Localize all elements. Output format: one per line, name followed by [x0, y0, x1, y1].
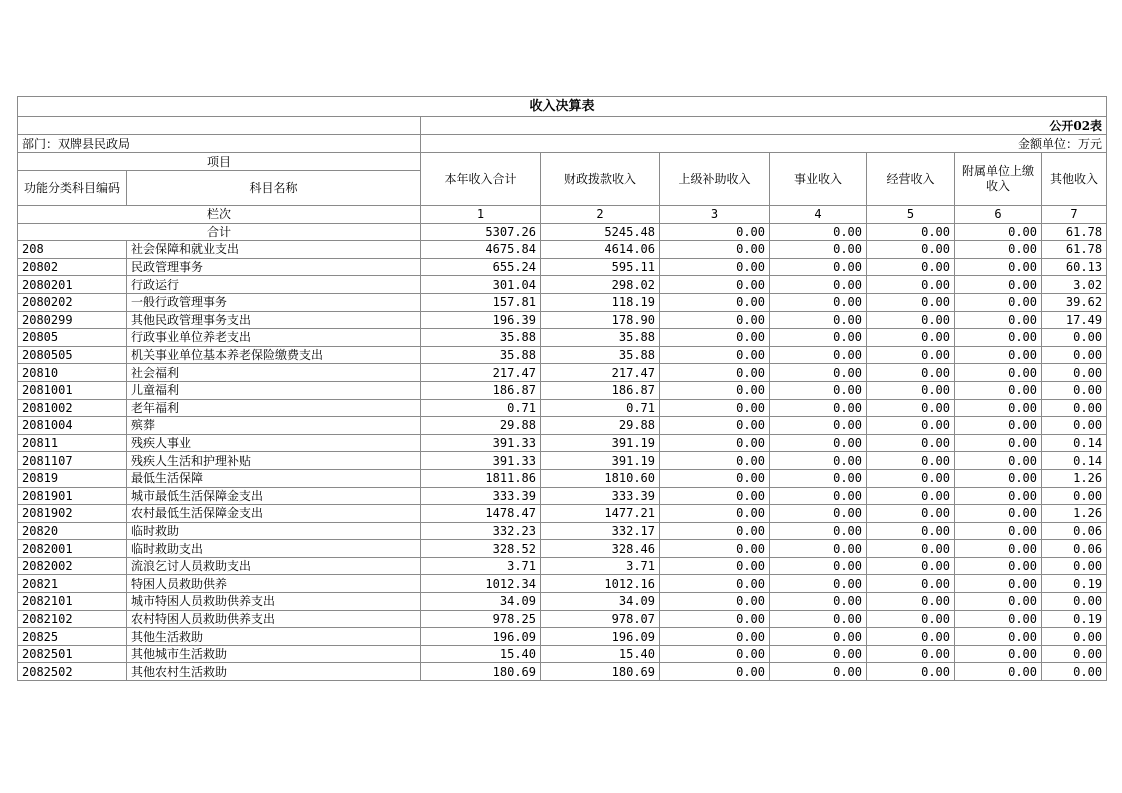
- row-value-6: 0.00: [955, 346, 1042, 364]
- row-value-3: 0.00: [660, 469, 770, 487]
- col-header-1: 本年收入合计: [421, 153, 541, 206]
- row-name: 城市特困人员救助供养支出: [127, 593, 421, 611]
- row-value-4: 0.00: [770, 399, 867, 417]
- row-value-1: 196.39: [421, 311, 541, 329]
- row-value-7: 0.19: [1042, 575, 1107, 593]
- col-header-6: 附属单位上缴收入: [955, 153, 1042, 206]
- row-value-3: 0.00: [660, 593, 770, 611]
- row-value-7: 0.00: [1042, 645, 1107, 663]
- row-value-4: 0.00: [770, 522, 867, 540]
- row-value-3: 0.00: [660, 417, 770, 435]
- row-name: 民政管理事务: [127, 258, 421, 276]
- row-value-7: 61.78: [1042, 241, 1107, 259]
- table-row: [18, 663, 1107, 681]
- row-value-1: 35.88: [421, 329, 541, 347]
- row-value-2: 196.09: [541, 628, 660, 646]
- row-name: 残疾人事业: [127, 434, 421, 452]
- row-value-6: 0.00: [955, 241, 1042, 259]
- table-row: [18, 540, 1107, 558]
- row-value-5: 0.00: [867, 434, 955, 452]
- row-value-5: 0.00: [867, 663, 955, 681]
- row-code: 2080505: [18, 346, 127, 364]
- row-value-6: 0.00: [955, 434, 1042, 452]
- row-value-1: 333.39: [421, 487, 541, 505]
- row-value-6: 0.00: [955, 522, 1042, 540]
- unit-label: 金额单位：万元: [421, 135, 1107, 153]
- row-value-5: 0.00: [867, 258, 955, 276]
- row-value-2: 180.69: [541, 663, 660, 681]
- row-value-4: 0.00: [770, 276, 867, 294]
- row-value-7: 0.00: [1042, 593, 1107, 611]
- row-value-5: 0.00: [867, 381, 955, 399]
- row-value-7: 0.00: [1042, 329, 1107, 347]
- total-value-3: 0.00: [660, 223, 770, 241]
- total-value-1: 5307.26: [421, 223, 541, 241]
- row-value-3: 0.00: [660, 276, 770, 294]
- row-value-5: 0.00: [867, 540, 955, 558]
- row-value-2: 391.19: [541, 452, 660, 470]
- department-label: 部门：双牌县民政局: [18, 135, 421, 153]
- row-value-4: 0.00: [770, 329, 867, 347]
- total-value-4: 0.00: [770, 223, 867, 241]
- row-value-5: 0.00: [867, 329, 955, 347]
- row-name: 社会保障和就业支出: [127, 241, 421, 259]
- table-row: [18, 399, 1107, 417]
- row-value-1: 217.47: [421, 364, 541, 382]
- row-code: 2081004: [18, 417, 127, 435]
- row-value-7: 0.19: [1042, 610, 1107, 628]
- table-row: [18, 293, 1107, 311]
- row-value-5: 0.00: [867, 593, 955, 611]
- row-value-7: 1.26: [1042, 505, 1107, 523]
- row-code: 20825: [18, 628, 127, 646]
- row-value-5: 0.00: [867, 557, 955, 575]
- total-value-5: 0.00: [867, 223, 955, 241]
- row-code: 208: [18, 241, 127, 259]
- row-value-6: 0.00: [955, 469, 1042, 487]
- row-value-2: 1477.21: [541, 505, 660, 523]
- table-row: [18, 593, 1107, 611]
- row-value-7: 17.49: [1042, 311, 1107, 329]
- row-code: 20805: [18, 329, 127, 347]
- row-value-6: 0.00: [955, 505, 1042, 523]
- row-value-3: 0.00: [660, 645, 770, 663]
- row-name: 城市最低生活保障金支出: [127, 487, 421, 505]
- row-code: 2082002: [18, 557, 127, 575]
- row-value-3: 0.00: [660, 487, 770, 505]
- row-code: 2080202: [18, 293, 127, 311]
- table-row: [18, 381, 1107, 399]
- row-name: 其他农村生活救助: [127, 663, 421, 681]
- row-name: 临时救助支出: [127, 540, 421, 558]
- row-value-4: 0.00: [770, 557, 867, 575]
- row-name: 其他生活救助: [127, 628, 421, 646]
- row-name: 儿童福利: [127, 381, 421, 399]
- table-row: [18, 241, 1107, 259]
- row-value-6: 0.00: [955, 258, 1042, 276]
- row-value-2: 4614.06: [541, 241, 660, 259]
- form-number: 公开02表: [421, 117, 1107, 135]
- row-value-7: 1.26: [1042, 469, 1107, 487]
- row-value-6: 0.00: [955, 417, 1042, 435]
- row-value-2: 34.09: [541, 593, 660, 611]
- table-row: [18, 522, 1107, 540]
- col-header-2: 财政拨款收入: [541, 153, 660, 206]
- row-value-4: 0.00: [770, 364, 867, 382]
- row-value-3: 0.00: [660, 505, 770, 523]
- item-header: 项目: [18, 153, 421, 171]
- index-num-4: 4: [770, 206, 867, 224]
- row-value-5: 0.00: [867, 399, 955, 417]
- row-value-2: 332.17: [541, 522, 660, 540]
- row-code: 20811: [18, 434, 127, 452]
- index-num-2: 2: [541, 206, 660, 224]
- row-value-7: 0.14: [1042, 452, 1107, 470]
- row-value-4: 0.00: [770, 381, 867, 399]
- row-name: 殡葬: [127, 417, 421, 435]
- row-value-1: 186.87: [421, 381, 541, 399]
- row-value-6: 0.00: [955, 311, 1042, 329]
- table-row: [18, 346, 1107, 364]
- row-value-2: 3.71: [541, 557, 660, 575]
- col-header-4: 事业收入: [770, 153, 867, 206]
- row-value-2: 328.46: [541, 540, 660, 558]
- row-value-1: 35.88: [421, 346, 541, 364]
- row-value-7: 39.62: [1042, 293, 1107, 311]
- row-value-6: 0.00: [955, 610, 1042, 628]
- row-value-1: 4675.84: [421, 241, 541, 259]
- row-value-5: 0.00: [867, 276, 955, 294]
- row-value-7: 60.13: [1042, 258, 1107, 276]
- row-value-5: 0.00: [867, 645, 955, 663]
- row-value-3: 0.00: [660, 293, 770, 311]
- row-code: 20819: [18, 469, 127, 487]
- row-code: 20802: [18, 258, 127, 276]
- row-value-2: 1012.16: [541, 575, 660, 593]
- row-value-4: 0.00: [770, 487, 867, 505]
- total-value-6: 0.00: [955, 223, 1042, 241]
- row-value-4: 0.00: [770, 241, 867, 259]
- row-value-2: 1810.60: [541, 469, 660, 487]
- row-value-2: 0.71: [541, 399, 660, 417]
- table-row: [18, 452, 1107, 470]
- row-value-6: 0.00: [955, 293, 1042, 311]
- row-name: 其他民政管理事务支出: [127, 311, 421, 329]
- row-value-5: 0.00: [867, 346, 955, 364]
- row-code: 2081107: [18, 452, 127, 470]
- row-name: 一般行政管理事务: [127, 293, 421, 311]
- row-value-4: 0.00: [770, 645, 867, 663]
- row-value-3: 0.00: [660, 663, 770, 681]
- row-value-1: 34.09: [421, 593, 541, 611]
- row-value-3: 0.00: [660, 241, 770, 259]
- table-row: [18, 329, 1107, 347]
- table-row: [18, 505, 1107, 523]
- row-value-5: 0.00: [867, 522, 955, 540]
- row-value-2: 333.39: [541, 487, 660, 505]
- table-row: [18, 434, 1107, 452]
- row-value-1: 655.24: [421, 258, 541, 276]
- table-row: [18, 645, 1107, 663]
- row-value-7: 0.06: [1042, 522, 1107, 540]
- row-value-4: 0.00: [770, 540, 867, 558]
- index-num-1: 1: [421, 206, 541, 224]
- row-value-5: 0.00: [867, 311, 955, 329]
- row-value-3: 0.00: [660, 610, 770, 628]
- row-name: 机关事业单位基本养老保险缴费支出: [127, 346, 421, 364]
- row-code: 2081901: [18, 487, 127, 505]
- row-value-4: 0.00: [770, 311, 867, 329]
- table-row: [18, 364, 1107, 382]
- row-value-4: 0.00: [770, 469, 867, 487]
- row-value-7: 0.00: [1042, 417, 1107, 435]
- row-value-3: 0.00: [660, 575, 770, 593]
- row-value-5: 0.00: [867, 628, 955, 646]
- row-value-5: 0.00: [867, 293, 955, 311]
- row-code: 20820: [18, 522, 127, 540]
- row-value-6: 0.00: [955, 540, 1042, 558]
- col-header-5: 经营收入: [867, 153, 955, 206]
- row-value-5: 0.00: [867, 610, 955, 628]
- row-value-4: 0.00: [770, 610, 867, 628]
- row-code: 2081902: [18, 505, 127, 523]
- row-value-1: 1811.86: [421, 469, 541, 487]
- row-value-1: 3.71: [421, 557, 541, 575]
- row-code: 20821: [18, 575, 127, 593]
- row-value-3: 0.00: [660, 346, 770, 364]
- row-value-1: 328.52: [421, 540, 541, 558]
- row-value-2: 595.11: [541, 258, 660, 276]
- row-code: 20810: [18, 364, 127, 382]
- col-header-7: 其他收入: [1042, 153, 1107, 206]
- table-row: [18, 469, 1107, 487]
- row-value-6: 0.00: [955, 364, 1042, 382]
- row-value-1: 196.09: [421, 628, 541, 646]
- total-value-2: 5245.48: [541, 223, 660, 241]
- row-name: 临时救助: [127, 522, 421, 540]
- row-value-6: 0.00: [955, 557, 1042, 575]
- row-value-7: 3.02: [1042, 276, 1107, 294]
- total-value-7: 61.78: [1042, 223, 1107, 241]
- table-row: [18, 417, 1107, 435]
- row-name: 其他城市生活救助: [127, 645, 421, 663]
- row-code: 2081002: [18, 399, 127, 417]
- row-value-5: 0.00: [867, 505, 955, 523]
- row-value-4: 0.00: [770, 434, 867, 452]
- row-value-2: 29.88: [541, 417, 660, 435]
- name-header: 科目名称: [127, 171, 421, 206]
- row-value-6: 0.00: [955, 593, 1042, 611]
- row-value-3: 0.00: [660, 522, 770, 540]
- row-value-7: 0.00: [1042, 381, 1107, 399]
- row-value-4: 0.00: [770, 628, 867, 646]
- row-value-7: 0.00: [1042, 364, 1107, 382]
- row-value-4: 0.00: [770, 593, 867, 611]
- index-num-7: 7: [1042, 206, 1107, 224]
- row-value-2: 178.90: [541, 311, 660, 329]
- row-value-5: 0.00: [867, 241, 955, 259]
- row-value-6: 0.00: [955, 381, 1042, 399]
- row-value-6: 0.00: [955, 645, 1042, 663]
- row-value-3: 0.00: [660, 364, 770, 382]
- row-value-2: 186.87: [541, 381, 660, 399]
- row-code: 2082102: [18, 610, 127, 628]
- index-num-3: 3: [660, 206, 770, 224]
- row-value-6: 0.00: [955, 452, 1042, 470]
- row-value-6: 0.00: [955, 575, 1042, 593]
- row-name: 农村特困人员救助供养支出: [127, 610, 421, 628]
- row-value-5: 0.00: [867, 487, 955, 505]
- row-value-3: 0.00: [660, 258, 770, 276]
- row-value-4: 0.00: [770, 258, 867, 276]
- row-value-7: 0.00: [1042, 557, 1107, 575]
- row-value-4: 0.00: [770, 505, 867, 523]
- index-num-5: 5: [867, 206, 955, 224]
- row-value-1: 978.25: [421, 610, 541, 628]
- index-num-6: 6: [955, 206, 1042, 224]
- row-code: 2081001: [18, 381, 127, 399]
- row-value-2: 978.07: [541, 610, 660, 628]
- total-label: 合计: [18, 223, 421, 241]
- row-value-3: 0.00: [660, 557, 770, 575]
- table-row: [18, 557, 1107, 575]
- row-value-1: 391.33: [421, 452, 541, 470]
- income-final-accounts-sheet: [17, 96, 1106, 681]
- row-name: 社会福利: [127, 364, 421, 382]
- row-value-7: 0.14: [1042, 434, 1107, 452]
- row-value-4: 0.00: [770, 663, 867, 681]
- row-value-3: 0.00: [660, 540, 770, 558]
- row-value-1: 1012.34: [421, 575, 541, 593]
- row-value-7: 0.00: [1042, 487, 1107, 505]
- row-value-1: 332.23: [421, 522, 541, 540]
- blank-cell: [18, 117, 421, 135]
- row-name: 行政运行: [127, 276, 421, 294]
- row-value-1: 29.88: [421, 417, 541, 435]
- row-value-5: 0.00: [867, 575, 955, 593]
- row-value-3: 0.00: [660, 399, 770, 417]
- row-value-7: 0.00: [1042, 399, 1107, 417]
- code-header: 功能分类科目编码: [18, 171, 127, 206]
- row-value-3: 0.00: [660, 434, 770, 452]
- index-label: 栏次: [18, 206, 421, 224]
- row-value-1: 157.81: [421, 293, 541, 311]
- row-code: 2082502: [18, 663, 127, 681]
- row-code: 2080201: [18, 276, 127, 294]
- row-value-1: 301.04: [421, 276, 541, 294]
- row-value-7: 0.06: [1042, 540, 1107, 558]
- table-row: [18, 610, 1107, 628]
- row-value-2: 298.02: [541, 276, 660, 294]
- row-value-7: 0.00: [1042, 628, 1107, 646]
- col-header-3: 上级补助收入: [660, 153, 770, 206]
- row-value-2: 391.19: [541, 434, 660, 452]
- row-value-3: 0.00: [660, 381, 770, 399]
- row-name: 老年福利: [127, 399, 421, 417]
- row-code: 2082501: [18, 645, 127, 663]
- row-value-1: 0.71: [421, 399, 541, 417]
- row-name: 农村最低生活保障金支出: [127, 505, 421, 523]
- table-row: [18, 258, 1107, 276]
- row-value-5: 0.00: [867, 417, 955, 435]
- row-value-5: 0.00: [867, 469, 955, 487]
- income-table: [17, 96, 1107, 681]
- table-row: [18, 628, 1107, 646]
- table-title: 收入决算表: [18, 97, 1107, 117]
- row-name: 最低生活保障: [127, 469, 421, 487]
- row-value-5: 0.00: [867, 364, 955, 382]
- row-code: 2082101: [18, 593, 127, 611]
- row-value-6: 0.00: [955, 329, 1042, 347]
- row-name: 行政事业单位养老支出: [127, 329, 421, 347]
- row-value-6: 0.00: [955, 276, 1042, 294]
- row-value-1: 180.69: [421, 663, 541, 681]
- row-value-6: 0.00: [955, 628, 1042, 646]
- row-value-7: 0.00: [1042, 346, 1107, 364]
- row-value-6: 0.00: [955, 487, 1042, 505]
- row-value-4: 0.00: [770, 346, 867, 364]
- row-value-6: 0.00: [955, 663, 1042, 681]
- row-code: 2080299: [18, 311, 127, 329]
- row-value-4: 0.00: [770, 575, 867, 593]
- row-value-6: 0.00: [955, 399, 1042, 417]
- row-value-2: 217.47: [541, 364, 660, 382]
- row-value-2: 118.19: [541, 293, 660, 311]
- row-value-3: 0.00: [660, 628, 770, 646]
- table-row: [18, 575, 1107, 593]
- row-value-7: 0.00: [1042, 663, 1107, 681]
- row-code: 2082001: [18, 540, 127, 558]
- row-value-4: 0.00: [770, 293, 867, 311]
- row-value-2: 15.40: [541, 645, 660, 663]
- row-name: 流浪乞讨人员救助支出: [127, 557, 421, 575]
- row-value-5: 0.00: [867, 452, 955, 470]
- row-name: 特困人员救助供养: [127, 575, 421, 593]
- row-value-3: 0.00: [660, 311, 770, 329]
- table-row: [18, 487, 1107, 505]
- row-value-1: 391.33: [421, 434, 541, 452]
- row-name: 残疾人生活和护理补贴: [127, 452, 421, 470]
- row-value-2: 35.88: [541, 346, 660, 364]
- row-value-2: 35.88: [541, 329, 660, 347]
- row-value-4: 0.00: [770, 452, 867, 470]
- table-row: [18, 276, 1107, 294]
- row-value-1: 15.40: [421, 645, 541, 663]
- row-value-3: 0.00: [660, 452, 770, 470]
- row-value-1: 1478.47: [421, 505, 541, 523]
- table-row: [18, 311, 1107, 329]
- row-value-4: 0.00: [770, 417, 867, 435]
- row-value-3: 0.00: [660, 329, 770, 347]
